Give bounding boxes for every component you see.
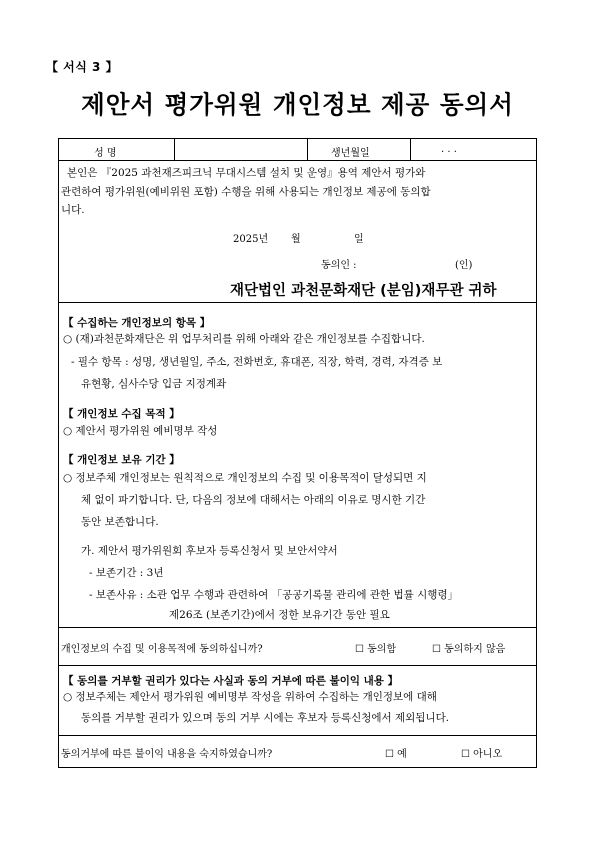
agree-question: 개인정보의 수집 및 이용목적에 동의하십니까?: [61, 644, 263, 655]
name-field[interactable]: [179, 142, 304, 157]
acknowledge-question: 동의거부에 따른 불이익 내용을 숙지하였습니까?: [61, 749, 273, 760]
no-checkbox[interactable]: ☐ 아니오: [461, 749, 503, 760]
refuse-box: [58, 666, 537, 736]
retention-line: ○ 정보주체 개인정보는 원칙적으로 개인정보의 수집 및 이용목적이 달성되면 지: [63, 472, 427, 484]
retention-line: 동안 보존합니다.: [81, 516, 159, 528]
consent-text-line: 본인은 『2025 과천재즈피크닉 무대시스템 설치 및 운영』용역 제안서 평가와: [67, 167, 426, 179]
retention-line: 체 없이 파기합니다. 단, 다음의 정보에 대해서는 아래의 이유로 명시한 기간: [81, 494, 426, 506]
divider: [174, 139, 175, 160]
signer-label: 동의인 :: [321, 260, 357, 271]
agree-row: [58, 628, 537, 666]
form-tag: 【 서식 3 】: [46, 60, 119, 74]
seal-mark: (인): [455, 260, 473, 271]
purpose-title: 【 개인정보 수집 목적 】: [63, 408, 180, 420]
collect-title: 【 수집하는 개인정보의 항목 】: [63, 317, 211, 329]
document-title: 제안서 평가위원 개인정보 제공 동의서: [81, 90, 514, 119]
divider: [410, 139, 411, 160]
disagree-checkbox[interactable]: ☐ 동의하지 않음: [432, 644, 506, 655]
consent-box: [58, 138, 537, 303]
retention-item: 가. 제안서 평가위원회 후보자 등록신청서 및 보안서약서: [81, 545, 338, 557]
retention-reason: 제26조 (보존기간)에서 정한 보유기간 동안 필요: [169, 609, 390, 621]
name-label: 성 명: [94, 148, 117, 159]
birth-field[interactable]: . . .: [441, 144, 457, 155]
date-day: 일: [354, 234, 364, 245]
collect-line: 유현황, 심사수당 입금 지정계좌: [81, 378, 227, 390]
retention-reason: - 보존사유 : 소관 업무 수행과 관련하여 「공공기록물 관리에 관한 법률 시행령」: [89, 589, 459, 601]
consent-text-line: 니다.: [61, 204, 85, 216]
retention-period: - 보존기간 : 3년: [89, 567, 164, 579]
date-year: 2025년: [233, 234, 269, 245]
info-box: [58, 303, 537, 628]
yes-checkbox[interactable]: ☐ 예: [385, 749, 407, 760]
purpose-line: ○ 제안서 평가위원 예비명부 작성: [63, 425, 218, 437]
retention-title: 【 개인정보 보유 기간 】: [63, 454, 180, 466]
acknowledge-row: [58, 736, 537, 768]
date-month: 월: [291, 234, 301, 245]
consent-text-line: 관련하여 평가위원(예비위원 포함) 수행을 위해 사용되는 개인정보 제공에 동의합: [61, 186, 431, 198]
agree-checkbox[interactable]: ☐ 동의함: [355, 644, 397, 655]
refuse-line: ○ 정보주체는 제안서 평가위원 예비명부 작성을 위하여 수집하는 개인정보에 대해: [63, 691, 437, 703]
refuse-line: 동의를 거부할 권리가 있으며 동의 거부 시에는 후보자 등록신청에서 제외됩니다.: [81, 712, 450, 724]
divider: [307, 139, 308, 160]
birth-label: 생년월일: [331, 148, 370, 159]
refuse-title: 【 동의를 거부할 권리가 있다는 사실과 동의 거부에 따른 불이익 내용 】: [63, 675, 399, 687]
divider: [59, 160, 536, 161]
collect-line: - 필수 항목 : 성명, 생년월일, 주소, 전화번호, 휴대폰, 직장, 학력, 경력, 자격증 보: [71, 356, 443, 368]
addressee: 재단법인 과천문화재단 (분임)재무관 귀하: [230, 283, 497, 299]
collect-line: ○ (재)과천문화재단은 위 업무처리를 위해 아래와 같은 개인정보를 수집합니다.: [63, 333, 425, 345]
